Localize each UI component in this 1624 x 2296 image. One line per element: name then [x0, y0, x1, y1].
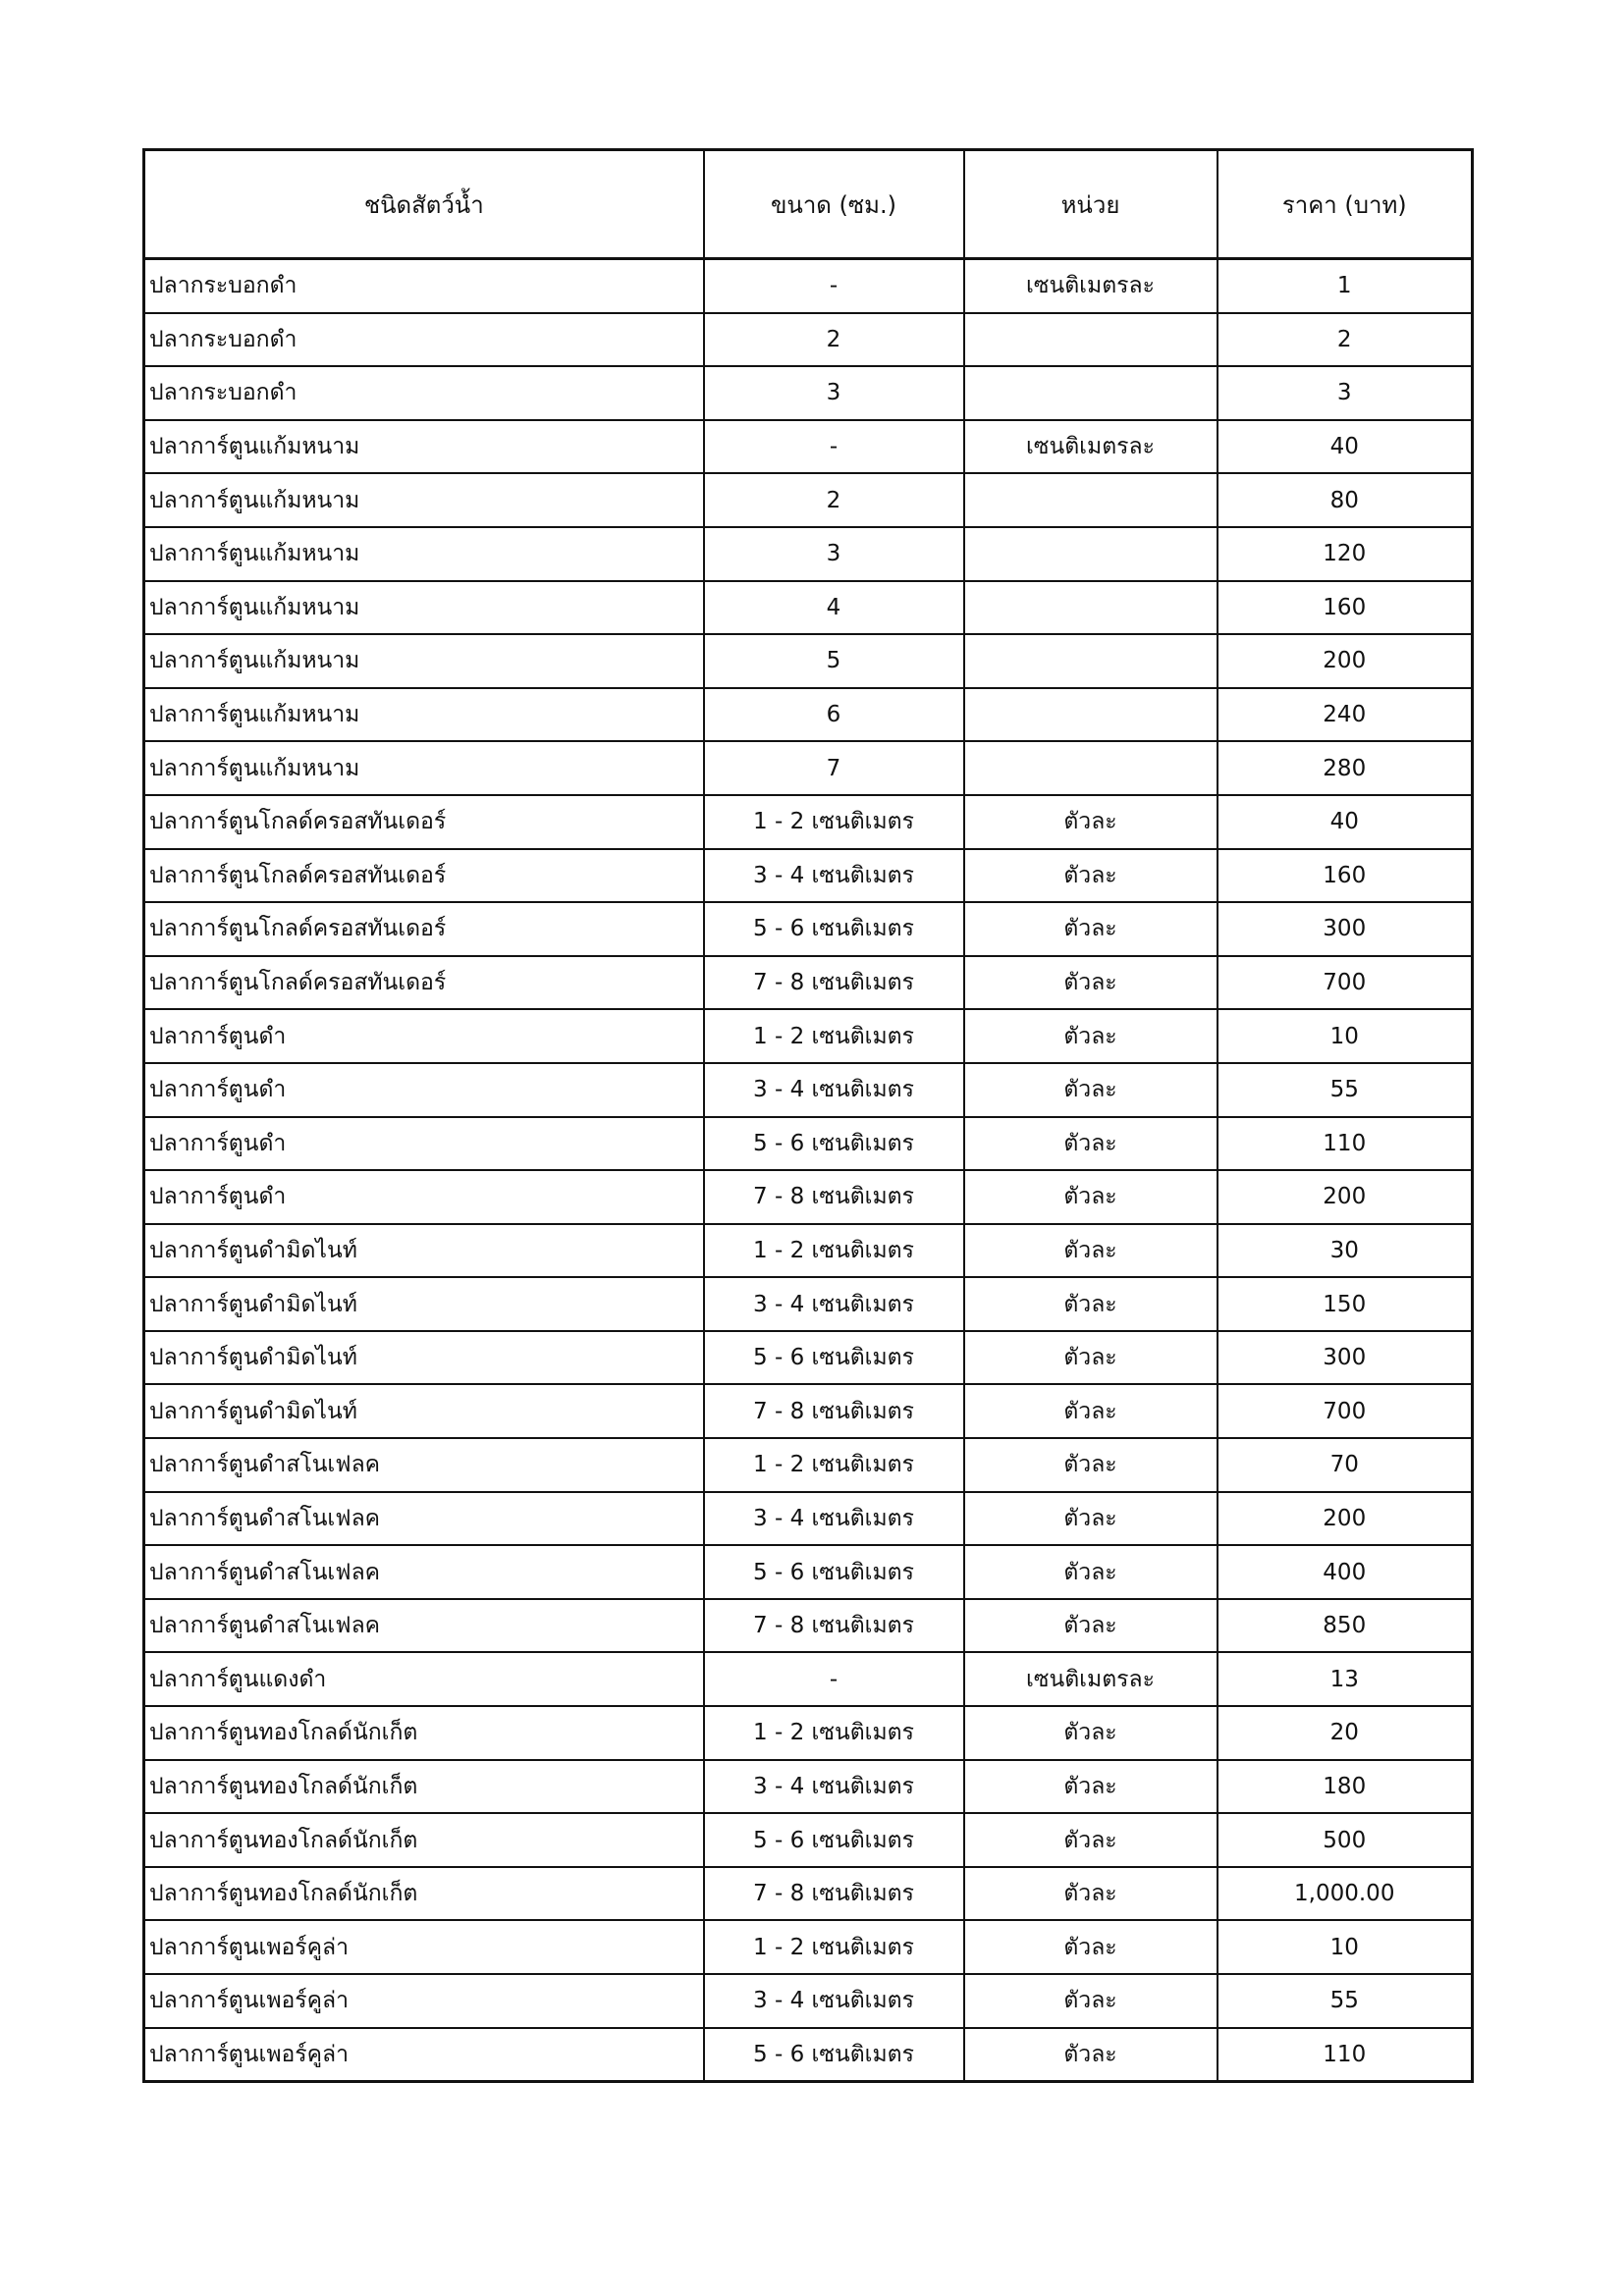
cell-size: 3 - 4 เซนติเมตร — [704, 1492, 964, 1546]
cell-species: ปลาการ์ตูนโกลด์ครอสทันเดอร์ — [144, 956, 704, 1010]
cell-size: - — [704, 259, 964, 313]
cell-species: ปลากระบอกดำ — [144, 313, 704, 367]
cell-price: 120 — [1218, 527, 1473, 581]
cell-size: 3 - 4 เซนติเมตร — [704, 1063, 964, 1117]
table-row — [144, 366, 1473, 420]
table-row — [144, 1760, 1473, 1814]
cell-size: 3 - 4 เซนติเมตร — [704, 849, 964, 903]
cell-size: 3 — [704, 366, 964, 420]
table-body — [144, 259, 1473, 2082]
cell-species: ปลาการ์ตูนแดงดำ — [144, 1652, 704, 1706]
cell-unit: เซนติเมตรละ — [964, 1652, 1218, 1706]
cell-size: 1 - 2 เซนติเมตร — [704, 795, 964, 849]
table-row — [144, 473, 1473, 527]
table-row — [144, 634, 1473, 688]
header-price: ราคา (บาท) — [1218, 150, 1473, 259]
cell-price: 300 — [1218, 1331, 1473, 1385]
cell-size: 2 — [704, 313, 964, 367]
cell-size: 5 - 6 เซนติเมตร — [704, 902, 964, 956]
table-row — [144, 420, 1473, 474]
cell-species: ปลาการ์ตูนดำสโนเฟลค — [144, 1438, 704, 1492]
cell-size: 5 - 6 เซนติเมตร — [704, 2028, 964, 2082]
cell-size: 3 — [704, 527, 964, 581]
table-row — [144, 795, 1473, 849]
cell-species: ปลาการ์ตูนแก้มหนาม — [144, 527, 704, 581]
cell-size: 3 - 4 เซนติเมตร — [704, 1760, 964, 1814]
cell-price: 160 — [1218, 849, 1473, 903]
cell-unit — [964, 634, 1218, 688]
cell-species: ปลาการ์ตูนแก้มหนาม — [144, 581, 704, 635]
cell-unit: ตัวละ — [964, 1760, 1218, 1814]
cell-unit: ตัวละ — [964, 1331, 1218, 1385]
cell-size: 6 — [704, 688, 964, 742]
cell-price: 40 — [1218, 795, 1473, 849]
table-row — [144, 741, 1473, 795]
cell-unit — [964, 527, 1218, 581]
cell-size: 7 - 8 เซนติเมตร — [704, 1867, 964, 1921]
cell-price: 160 — [1218, 581, 1473, 635]
cell-unit: ตัวละ — [964, 1813, 1218, 1867]
cell-size: 5 - 6 เซนติเมตร — [704, 1117, 964, 1171]
header-size: ขนาด (ซม.) — [704, 150, 964, 259]
cell-unit: ตัวละ — [964, 1599, 1218, 1653]
table-row — [144, 1117, 1473, 1171]
table-row — [144, 1384, 1473, 1438]
cell-species: ปลาการ์ตูนดำ — [144, 1063, 704, 1117]
cell-unit — [964, 366, 1218, 420]
table-row — [144, 1331, 1473, 1385]
cell-species: ปลาการ์ตูนทองโกลด์นักเก็ต — [144, 1813, 704, 1867]
table-row — [144, 527, 1473, 581]
cell-price: 200 — [1218, 1492, 1473, 1546]
table-row — [144, 688, 1473, 742]
cell-unit: ตัวละ — [964, 1170, 1218, 1224]
cell-size: 7 - 8 เซนติเมตร — [704, 1170, 964, 1224]
table-row — [144, 259, 1473, 313]
cell-species: ปลาการ์ตูนแก้มหนาม — [144, 420, 704, 474]
cell-size: 1 - 2 เซนติเมตร — [704, 1706, 964, 1760]
cell-species: ปลาการ์ตูนดำสโนเฟลค — [144, 1599, 704, 1653]
table-row — [144, 1492, 1473, 1546]
cell-size: 5 - 6 เซนติเมตร — [704, 1545, 964, 1599]
cell-size: 1 - 2 เซนติเมตร — [704, 1224, 964, 1278]
table-row — [144, 1599, 1473, 1653]
table-row — [144, 1063, 1473, 1117]
cell-unit — [964, 688, 1218, 742]
cell-unit: ตัวละ — [964, 1063, 1218, 1117]
cell-species: ปลาการ์ตูนดำ — [144, 1170, 704, 1224]
cell-price: 110 — [1218, 2028, 1473, 2082]
table-row — [144, 581, 1473, 635]
cell-species: ปลาการ์ตูนดำมิดไนท์ — [144, 1331, 704, 1385]
table-row — [144, 2028, 1473, 2082]
cell-species: ปลากระบอกดำ — [144, 366, 704, 420]
cell-species: ปลาการ์ตูนดำสโนเฟลค — [144, 1492, 704, 1546]
cell-price: 30 — [1218, 1224, 1473, 1278]
cell-species: ปลาการ์ตูนเพอร์คูล่า — [144, 2028, 704, 2082]
cell-unit: ตัวละ — [964, 1384, 1218, 1438]
cell-species: ปลาการ์ตูนดำ — [144, 1117, 704, 1171]
cell-price: 180 — [1218, 1760, 1473, 1814]
cell-price: 70 — [1218, 1438, 1473, 1492]
table-row — [144, 1652, 1473, 1706]
cell-price: 1,000.00 — [1218, 1867, 1473, 1921]
cell-species: ปลาการ์ตูนแก้มหนาม — [144, 634, 704, 688]
cell-species: ปลาการ์ตูนเพอร์คูล่า — [144, 1974, 704, 2028]
cell-price: 400 — [1218, 1545, 1473, 1599]
table-header-row — [144, 150, 1473, 259]
table-row — [144, 313, 1473, 367]
cell-price: 700 — [1218, 1384, 1473, 1438]
cell-unit: เซนติเมตรละ — [964, 420, 1218, 474]
cell-price: 80 — [1218, 473, 1473, 527]
table-row — [144, 1438, 1473, 1492]
cell-price: 13 — [1218, 1652, 1473, 1706]
cell-unit: ตัวละ — [964, 2028, 1218, 2082]
cell-unit: เซนติเมตรละ — [964, 259, 1218, 313]
cell-unit — [964, 741, 1218, 795]
cell-size: 3 - 4 เซนติเมตร — [704, 1277, 964, 1331]
cell-species: ปลาการ์ตูนแก้มหนาม — [144, 741, 704, 795]
cell-unit: ตัวละ — [964, 795, 1218, 849]
cell-size: 7 - 8 เซนติเมตร — [704, 956, 964, 1010]
cell-species: ปลาการ์ตูนโกลด์ครอสทันเดอร์ — [144, 902, 704, 956]
table-row — [144, 1813, 1473, 1867]
table-row — [144, 956, 1473, 1010]
cell-size: 1 - 2 เซนติเมตร — [704, 1009, 964, 1063]
cell-size: 5 — [704, 634, 964, 688]
cell-unit — [964, 313, 1218, 367]
cell-size: - — [704, 1652, 964, 1706]
cell-species: ปลาการ์ตูนดำมิดไนท์ — [144, 1277, 704, 1331]
table-row — [144, 1920, 1473, 1974]
table-row — [144, 1867, 1473, 1921]
table-row — [144, 1706, 1473, 1760]
cell-price: 500 — [1218, 1813, 1473, 1867]
cell-unit — [964, 473, 1218, 527]
cell-species: ปลาการ์ตูนเพอร์คูล่า — [144, 1920, 704, 1974]
cell-price: 150 — [1218, 1277, 1473, 1331]
cell-price: 3 — [1218, 366, 1473, 420]
cell-price: 40 — [1218, 420, 1473, 474]
cell-size: 3 - 4 เซนติเมตร — [704, 1974, 964, 2028]
table-row — [144, 1009, 1473, 1063]
cell-species: ปลากระบอกดำ — [144, 259, 704, 313]
cell-price: 240 — [1218, 688, 1473, 742]
cell-species: ปลาการ์ตูนทองโกลด์นักเก็ต — [144, 1706, 704, 1760]
cell-unit: ตัวละ — [964, 1009, 1218, 1063]
cell-unit: ตัวละ — [964, 1224, 1218, 1278]
cell-price: 700 — [1218, 956, 1473, 1010]
cell-price: 280 — [1218, 741, 1473, 795]
cell-species: ปลาการ์ตูนดำมิดไนท์ — [144, 1384, 704, 1438]
cell-size: 4 — [704, 581, 964, 635]
cell-size: 2 — [704, 473, 964, 527]
table-row — [144, 1277, 1473, 1331]
cell-size: 7 - 8 เซนติเมตร — [704, 1384, 964, 1438]
table-row — [144, 1974, 1473, 2028]
cell-price: 1 — [1218, 259, 1473, 313]
cell-price: 300 — [1218, 902, 1473, 956]
cell-size: 1 - 2 เซนติเมตร — [704, 1438, 964, 1492]
cell-price: 20 — [1218, 1706, 1473, 1760]
cell-unit: ตัวละ — [964, 1867, 1218, 1921]
header-species: ชนิดสัตว์น้ำ — [144, 150, 704, 259]
cell-size: - — [704, 420, 964, 474]
cell-unit: ตัวละ — [964, 956, 1218, 1010]
cell-species: ปลาการ์ตูนทองโกลด์นักเก็ต — [144, 1867, 704, 1921]
cell-price: 55 — [1218, 1063, 1473, 1117]
cell-size: 5 - 6 เซนติเมตร — [704, 1813, 964, 1867]
cell-price: 850 — [1218, 1599, 1473, 1653]
price-table — [142, 148, 1474, 2083]
cell-unit: ตัวละ — [964, 1974, 1218, 2028]
cell-price: 10 — [1218, 1920, 1473, 1974]
cell-unit: ตัวละ — [964, 849, 1218, 903]
cell-species: ปลาการ์ตูนดำสโนเฟลค — [144, 1545, 704, 1599]
table-row — [144, 1545, 1473, 1599]
cell-unit: ตัวละ — [964, 1492, 1218, 1546]
cell-species: ปลาการ์ตูนดำมิดไนท์ — [144, 1224, 704, 1278]
cell-unit: ตัวละ — [964, 902, 1218, 956]
cell-price: 200 — [1218, 1170, 1473, 1224]
cell-species: ปลาการ์ตูนทองโกลด์นักเก็ต — [144, 1760, 704, 1814]
cell-unit: ตัวละ — [964, 1706, 1218, 1760]
cell-price: 10 — [1218, 1009, 1473, 1063]
table-row — [144, 1224, 1473, 1278]
cell-species: ปลาการ์ตูนโกลด์ครอสทันเดอร์ — [144, 849, 704, 903]
cell-species: ปลาการ์ตูนดำ — [144, 1009, 704, 1063]
cell-unit: ตัวละ — [964, 1117, 1218, 1171]
cell-species: ปลาการ์ตูนแก้มหนาม — [144, 473, 704, 527]
cell-unit — [964, 581, 1218, 635]
cell-species: ปลาการ์ตูนแก้มหนาม — [144, 688, 704, 742]
cell-price: 110 — [1218, 1117, 1473, 1171]
cell-size: 1 - 2 เซนติเมตร — [704, 1920, 964, 1974]
cell-size: 7 — [704, 741, 964, 795]
cell-price: 200 — [1218, 634, 1473, 688]
table-row — [144, 1170, 1473, 1224]
cell-size: 7 - 8 เซนติเมตร — [704, 1599, 964, 1653]
cell-unit: ตัวละ — [964, 1920, 1218, 1974]
table-row — [144, 902, 1473, 956]
cell-price: 55 — [1218, 1974, 1473, 2028]
cell-unit: ตัวละ — [964, 1277, 1218, 1331]
cell-species: ปลาการ์ตูนโกลด์ครอสทันเดอร์ — [144, 795, 704, 849]
cell-unit: ตัวละ — [964, 1545, 1218, 1599]
cell-size: 5 - 6 เซนติเมตร — [704, 1331, 964, 1385]
cell-unit: ตัวละ — [964, 1438, 1218, 1492]
table-row — [144, 849, 1473, 903]
cell-price: 2 — [1218, 313, 1473, 367]
header-unit: หน่วย — [964, 150, 1218, 259]
